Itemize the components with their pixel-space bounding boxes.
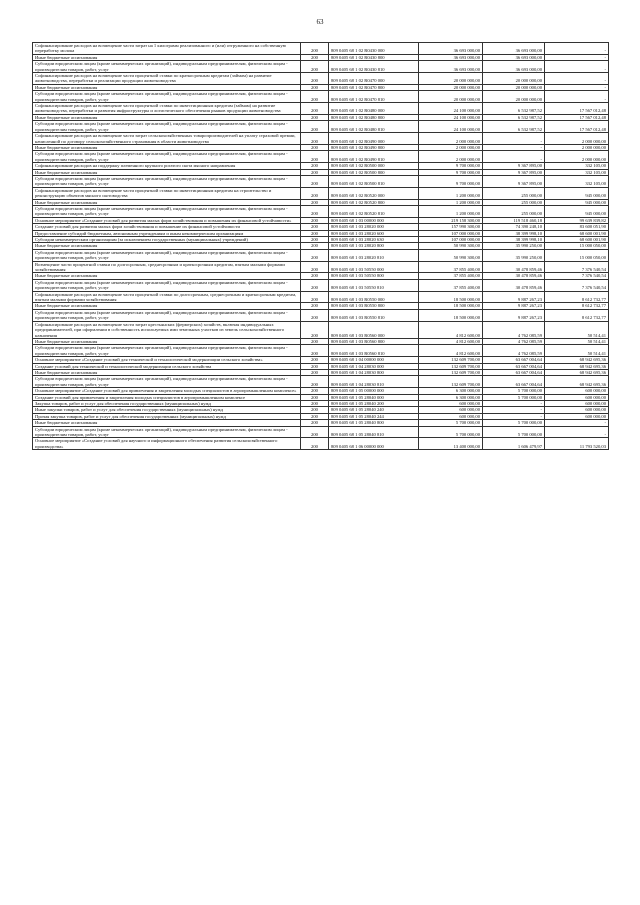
row-executed-amount: 63 667 004,64 [483, 369, 545, 375]
row-approved-amount: 1 200 000,00 [419, 187, 483, 199]
table-row [33, 61, 609, 73]
row-unexecuted-amount: 8 612 732,77 [545, 309, 609, 321]
row-line-code: 200 [301, 217, 329, 223]
row-executed-amount: 6 532 987,52 [483, 103, 545, 115]
row-unexecuted-amount: 600 000,00 [545, 388, 609, 394]
row-executed-amount: 35 990 250,00 [483, 249, 545, 261]
row-line-code: 200 [301, 61, 329, 73]
row-budget-code: 809 0405 68 1 02 R0490 800 [329, 144, 419, 150]
row-executed-amount: 4 762 085,59 [483, 338, 545, 344]
table-row [33, 261, 609, 273]
row-budget-code: 809 0405 68 1 03 50550 000 [329, 261, 419, 273]
row-approved-amount: 600 000,00 [419, 400, 483, 406]
row-approved-amount: 5 700 000,00 [419, 426, 483, 438]
row-executed-amount: 9 887 267,23 [483, 291, 545, 303]
row-line-code: 200 [301, 420, 329, 426]
row-executed-amount: 20 000 000,00 [483, 84, 545, 90]
row-budget-code: 809 0405 68 1 05 28040 244 [329, 413, 419, 419]
table-row [33, 426, 609, 438]
row-description: Иные бюджетные ассигнования [33, 303, 301, 309]
row-unexecuted-amount: 17 567 012,48 [545, 114, 609, 120]
row-approved-amount: 132 609 700,00 [419, 369, 483, 375]
row-description: Субсидии юридическим лицам (кроме некоммерческих организаций), индивидуальным предпринимателям, физическим лицам - производителям товаров, работ, услуг [33, 249, 301, 261]
table-row [33, 205, 609, 217]
row-line-code: 200 [301, 199, 329, 205]
row-unexecuted-amount: 50 514,41 [545, 321, 609, 338]
row-unexecuted-amount: 68 600 001,90 [545, 237, 609, 243]
row-line-code: 200 [301, 114, 329, 120]
row-approved-amount: 13 400 000,00 [419, 438, 483, 450]
row-description: Иные бюджетные ассигнования [33, 114, 301, 120]
row-description: Иные бюджетные ассигнования [33, 199, 301, 205]
row-line-code: 200 [301, 438, 329, 450]
row-line-code: 200 [301, 261, 329, 273]
row-line-code: 200 [301, 303, 329, 309]
row-approved-amount: 9 700 000,00 [419, 175, 483, 187]
row-budget-code: 809 0405 68 1 03 R0560 810 [329, 345, 419, 357]
table-row [33, 321, 609, 338]
row-executed-amount: 6 532 987,52 [483, 114, 545, 120]
row-approved-amount: 6 300 000,00 [419, 394, 483, 400]
row-executed-amount: 63 667 004,64 [483, 363, 545, 369]
row-budget-code: 809 0405 68 1 04 28030 000 [329, 363, 419, 369]
row-executed-amount: 38 399 998,10 [483, 237, 545, 243]
table-row [33, 279, 609, 291]
row-line-code: 200 [301, 103, 329, 115]
row-line-code: 200 [301, 237, 329, 243]
row-description: Субсидии юридическим лицам (кроме некоммерческих организаций), индивидуальным предпринимателям, физическим лицам - производителям товаров, работ, услуг [33, 309, 301, 321]
table-row [33, 376, 609, 388]
row-approved-amount: 4 812 600,00 [419, 345, 483, 357]
row-executed-amount: 36 693 000,00 [483, 43, 545, 55]
row-line-code: 200 [301, 54, 329, 60]
row-description: Иные закупки товаров, работ и услуг для обеспечения государственных (муниципальных) нужд [33, 407, 301, 413]
row-budget-code: 809 0405 68 1 06 00000 000 [329, 438, 419, 450]
row-executed-amount: 36 693 000,00 [483, 61, 545, 73]
row-line-code: 200 [301, 73, 329, 85]
row-description: Субсидии юридическим лицам (кроме некоммерческих организаций), индивидуальным предпринимателям, физическим лицам - производителям товаров, работ, услуг [33, 279, 301, 291]
row-unexecuted-amount: 7 376 540,54 [545, 279, 609, 291]
row-description: Основное мероприятие «Создание условий для технической и технологической модернизации сельского хозяйства» [33, 357, 301, 363]
row-line-code: 200 [301, 291, 329, 303]
row-executed-amount: 9 367 895,00 [483, 175, 545, 187]
row-executed-amount: 30 478 859,46 [483, 261, 545, 273]
row-line-code: 200 [301, 388, 329, 394]
row-description: Софинансирование расходов на возмещение части затрат на 1 килограмм реализованного и (или) отгруженного на собственную переработку молока [33, 43, 301, 55]
row-approved-amount: 24 100 000,00 [419, 103, 483, 115]
row-unexecuted-amount: 945 000,00 [545, 199, 609, 205]
row-executed-amount: 9 367 895,00 [483, 163, 545, 169]
row-approved-amount: 1 200 000,00 [419, 205, 483, 217]
row-executed-amount: - [483, 151, 545, 163]
row-approved-amount: 24 100 000,00 [419, 121, 483, 133]
row-description: Иные бюджетные ассигнования [33, 243, 301, 249]
row-executed-amount: 255 000,00 [483, 187, 545, 199]
row-description: Субсидии некоммерческим организациям (за исключением государственных (муниципальных) учреждений) [33, 237, 301, 243]
row-unexecuted-amount: 68 942 695,36 [545, 376, 609, 388]
row-budget-code: 809 0405 68 1 02 R0470 800 [329, 84, 419, 90]
row-budget-code: 809 0405 68 1 03 R0550 810 [329, 309, 419, 321]
row-budget-code: 809 0405 68 1 05 28040 000 [329, 394, 419, 400]
row-unexecuted-amount: 8 612 732,77 [545, 303, 609, 309]
row-line-code: 200 [301, 121, 329, 133]
row-executed-amount: - [483, 133, 545, 145]
row-executed-amount: 9 887 267,23 [483, 309, 545, 321]
row-line-code: 200 [301, 338, 329, 344]
row-executed-amount: 20 000 000,00 [483, 73, 545, 85]
row-approved-amount: 37 855 400,00 [419, 261, 483, 273]
row-budget-code: 809 0405 68 1 03 R0550 000 [329, 291, 419, 303]
row-budget-code: 809 0405 68 1 02 R0520 000 [329, 187, 419, 199]
row-description: Субсидии юридическим лицам (кроме некоммерческих организаций), индивидуальным предпринимателям, физическим лицам - производителям товаров, работ, услуг [33, 205, 301, 217]
row-approved-amount: 132 609 700,00 [419, 376, 483, 388]
row-budget-code: 809 0405 68 1 02 R0500 000 [329, 163, 419, 169]
table-row [33, 291, 609, 303]
row-budget-code: 809 0405 68 1 02 R0490 810 [329, 151, 419, 163]
row-description: Возмещение части процентной ставки по долгосрочным, среднесрочным и краткосрочным кредитам, взятым малыми формами хозяйствования [33, 261, 301, 273]
table-row [33, 43, 609, 55]
row-budget-code: 809 0405 68 1 03 28020 630 [329, 237, 419, 243]
row-unexecuted-amount: 332 105,00 [545, 163, 609, 169]
row-unexecuted-amount: 68 942 695,36 [545, 369, 609, 375]
row-approved-amount: 157 990 300,00 [419, 224, 483, 230]
row-budget-code: 809 0405 68 1 03 28020 810 [329, 249, 419, 261]
row-budget-code: 809 0405 68 1 04 28030 810 [329, 376, 419, 388]
row-budget-code: 809 0405 68 1 02 R0500 800 [329, 169, 419, 175]
row-description: Субсидии юридическим лицам (кроме некоммерческих организаций), индивидуальным предпринимателям, физическим лицам - производителям товаров, работ, услуг [33, 121, 301, 133]
row-budget-code: 809 0405 68 1 02 R0520 810 [329, 205, 419, 217]
row-executed-amount: 4 762 085,59 [483, 345, 545, 357]
table-row [33, 309, 609, 321]
row-line-code: 200 [301, 163, 329, 169]
row-unexecuted-amount: 15 000 050,00 [545, 243, 609, 249]
row-budget-code: 809 0405 68 1 05 28040 240 [329, 407, 419, 413]
row-unexecuted-amount: 50 514,41 [545, 345, 609, 357]
row-line-code: 200 [301, 363, 329, 369]
row-approved-amount: 2 000 000,00 [419, 151, 483, 163]
row-executed-amount: - [483, 144, 545, 150]
row-budget-code: 809 0405 68 1 03 00000 000 [329, 217, 419, 223]
row-description: Субсидии юридическим лицам (кроме некоммерческих организаций), индивидуальным предпринимателям, физическим лицам - производителям товаров, работ, услуг [33, 61, 301, 73]
row-budget-code: 809 0405 68 1 02 R0500 810 [329, 175, 419, 187]
row-unexecuted-amount: 99 639 839,82 [545, 217, 609, 223]
row-description: Основное мероприятие «Создание условий для развития малых форм хозяйствования и повышения их финансовой устойчивости» [33, 217, 301, 223]
row-description: Софинансирование расходов на возмещение части процентной ставки по инвестиционным кредитам (займам) на развитие животноводства, переработки и развития инфраструктуры и логистического обеспечения рынков продукции животноводства [33, 103, 301, 115]
row-description: Субсидии юридическим лицам (кроме некоммерческих организаций), индивидуальным предпринимателям, физическим лицам - производителям товаров, работ, услуг [33, 151, 301, 163]
row-budget-code: 809 0405 68 1 03 28020 600 [329, 230, 419, 236]
row-unexecuted-amount: - [545, 61, 609, 73]
row-budget-code: 809 0405 68 1 03 50550 800 [329, 273, 419, 279]
table-row [33, 438, 609, 450]
row-line-code: 200 [301, 376, 329, 388]
row-line-code: 200 [301, 151, 329, 163]
row-approved-amount: 4 812 600,00 [419, 338, 483, 344]
row-executed-amount: 38 399 998,10 [483, 230, 545, 236]
row-description: Иные бюджетные ассигнования [33, 273, 301, 279]
row-line-code: 200 [301, 249, 329, 261]
row-description: Иные бюджетные ассигнования [33, 338, 301, 344]
row-executed-amount: 9 887 267,23 [483, 303, 545, 309]
row-line-code: 200 [301, 175, 329, 187]
row-unexecuted-amount: 2 000 000,00 [545, 144, 609, 150]
row-budget-code: 809 0405 68 1 03 28020 000 [329, 224, 419, 230]
row-approved-amount: 50 990 300,00 [419, 249, 483, 261]
row-description: Основное мероприятие «Создание условий для научного и информационного обеспечения развития сельскохозяйственного производства» [33, 438, 301, 450]
row-budget-code: 809 0405 68 1 02 R0480 810 [329, 121, 419, 133]
row-description: Субсидии юридическим лицам (кроме некоммерческих организаций), индивидуальным предпринимателям, физическим лицам - производителям товаров, работ, услуг [33, 91, 301, 103]
row-line-code: 200 [301, 309, 329, 321]
row-line-code: 200 [301, 279, 329, 291]
row-approved-amount: 2 000 000,00 [419, 133, 483, 145]
table-row [33, 73, 609, 85]
row-unexecuted-amount: 600 000,00 [545, 394, 609, 400]
row-approved-amount: 600 000,00 [419, 413, 483, 419]
row-line-code: 200 [301, 230, 329, 236]
row-executed-amount: 36 693 000,00 [483, 54, 545, 60]
row-budget-code: 809 0405 68 1 04 28030 800 [329, 369, 419, 375]
row-budget-code: 809 0405 68 1 02 R0520 800 [329, 199, 419, 205]
page-number: 63 [316, 18, 324, 26]
row-description: Субсидии юридическим лицам (кроме некоммерческих организаций), индивидуальным предпринимателям, физическим лицам - производителям товаров, работ, услуг [33, 426, 301, 438]
row-approved-amount: 20 000 000,00 [419, 73, 483, 85]
row-unexecuted-amount: - [545, 73, 609, 85]
row-approved-amount: 132 609 700,00 [419, 363, 483, 369]
row-line-code: 200 [301, 169, 329, 175]
row-approved-amount: 4 812 600,00 [419, 321, 483, 338]
row-executed-amount: 5 700 000,00 [483, 420, 545, 426]
row-budget-code: 809 0405 68 1 02 R0480 000 [329, 103, 419, 115]
row-description: Софинансирование расходов на возмещение части процентной ставки по инвестиционным кредитам на строительство и реконструкцию объектов мясного скотоводства [33, 187, 301, 199]
row-unexecuted-amount: 83 600 051,90 [545, 224, 609, 230]
row-approved-amount: 20 000 000,00 [419, 91, 483, 103]
row-budget-code: 809 0405 68 1 03 28020 800 [329, 243, 419, 249]
row-executed-amount: 5 700 000,00 [483, 388, 545, 394]
row-unexecuted-amount: - [545, 420, 609, 426]
row-line-code: 200 [301, 43, 329, 55]
row-unexecuted-amount: 7 376 540,54 [545, 273, 609, 279]
row-budget-code: 809 0405 68 1 05 28040 200 [329, 400, 419, 406]
row-budget-code: 809 0405 68 1 02 R0470 000 [329, 73, 419, 85]
row-executed-amount: 63 667 004,64 [483, 376, 545, 388]
row-approved-amount: 24 100 000,00 [419, 114, 483, 120]
row-unexecuted-amount: 600 000,00 [545, 407, 609, 413]
row-approved-amount: 2 000 000,00 [419, 144, 483, 150]
row-line-code: 200 [301, 369, 329, 375]
row-budget-code: 809 0405 68 1 03 R0560 000 [329, 321, 419, 338]
table-row [33, 187, 609, 199]
row-approved-amount: 5 700 000,00 [419, 420, 483, 426]
row-unexecuted-amount: - [545, 43, 609, 55]
row-line-code: 200 [301, 273, 329, 279]
row-line-code: 200 [301, 84, 329, 90]
row-executed-amount: 35 990 250,00 [483, 243, 545, 249]
row-approved-amount: 50 990 300,00 [419, 243, 483, 249]
row-executed-amount: 5 700 000,00 [483, 394, 545, 400]
row-line-code: 200 [301, 357, 329, 363]
row-unexecuted-amount: 945 000,00 [545, 187, 609, 199]
row-line-code: 200 [301, 205, 329, 217]
row-executed-amount: 1 606 479,97 [483, 438, 545, 450]
row-line-code: 200 [301, 400, 329, 406]
row-unexecuted-amount: 2 000 000,00 [545, 151, 609, 163]
row-unexecuted-amount: 600 000,00 [545, 413, 609, 419]
row-description: Иные бюджетные ассигнования [33, 169, 301, 175]
row-executed-amount: 6 532 987,52 [483, 121, 545, 133]
row-unexecuted-amount: 68 942 695,36 [545, 357, 609, 363]
row-executed-amount: - [483, 407, 545, 413]
row-description: Основное мероприятие «Создание условий для привлечения и закрепления молодых специалистов в агропромышленном комплексе» [33, 388, 301, 394]
row-budget-code: 809 0405 68 1 03 50550 810 [329, 279, 419, 291]
budget-table [32, 42, 609, 450]
row-unexecuted-amount: 600 000,00 [545, 400, 609, 406]
row-unexecuted-amount: - [545, 54, 609, 60]
row-description: Предоставление субсидий бюджетным, автономным учреждениям и иным некоммерческим организациям [33, 230, 301, 236]
row-executed-amount: 5 700 000,00 [483, 426, 545, 438]
row-description: Прочая закупка товаров, работ и услуг для обеспечения государственных (муниципальных) нужд [33, 413, 301, 419]
row-executed-amount: - [483, 400, 545, 406]
row-approved-amount: 36 693 000,00 [419, 61, 483, 73]
table-row [33, 175, 609, 187]
row-approved-amount: 107 000 000,00 [419, 237, 483, 243]
row-description: Субсидии юридическим лицам (кроме некоммерческих организаций), индивидуальным предпринимателям, физическим лицам - производителям товаров, работ, услуг [33, 376, 301, 388]
row-description: Софинансирование расходов на возмещение части затрат крестьянских (фермерских) хозяйств, включая индивидуальных предпринимателей, при оформлении в собственность используемых ими земельных участков из земель сельскохозяйственного назначения [33, 321, 301, 338]
row-approved-amount: 219 158 300,00 [419, 217, 483, 223]
row-unexecuted-amount: - [545, 84, 609, 90]
row-description: Софинансирование расходов на возмещение части процентной ставки по краткосрочным кредитам (займам) на развитие животноводства, переработки и реализации продукции животноводства [33, 73, 301, 85]
row-approved-amount: 107 000 000,00 [419, 230, 483, 236]
row-unexecuted-amount: 332 105,00 [545, 175, 609, 187]
row-line-code: 200 [301, 345, 329, 357]
row-budget-code: 809 0405 68 1 04 00000 000 [329, 357, 419, 363]
row-budget-code: 809 0405 68 1 03 R0560 800 [329, 338, 419, 344]
row-executed-amount: 20 000 000,00 [483, 91, 545, 103]
row-line-code: 200 [301, 243, 329, 249]
row-budget-code: 809 0405 68 1 02 R0480 800 [329, 114, 419, 120]
row-description: Софинансирование расходов на возмещение части процентной ставки по долгосрочным, среднесрочным и краткосрочным кредитам, взятым малыми формами хозяйствования [33, 291, 301, 303]
row-unexecuted-amount: 11 793 520,03 [545, 438, 609, 450]
table-row [33, 249, 609, 261]
row-line-code: 200 [301, 426, 329, 438]
row-unexecuted-amount: - [545, 91, 609, 103]
row-executed-amount: 119 518 460,18 [483, 217, 545, 223]
row-approved-amount: 18 500 000,00 [419, 291, 483, 303]
row-unexecuted-amount: 17 567 012,48 [545, 103, 609, 115]
row-unexecuted-amount: 17 567 012,48 [545, 121, 609, 133]
row-unexecuted-amount: 68 942 695,36 [545, 363, 609, 369]
table-row [33, 133, 609, 145]
row-budget-code: 809 0405 68 1 02 R0430 810 [329, 61, 419, 73]
row-budget-code: 809 0405 68 1 03 R0550 800 [329, 303, 419, 309]
row-description: Софинансирование расходов на возмещение части затрат сельскохозяйственных товаропроизводителей на уплату страховой премии, начисленной по договору сельскохозяйственного страхования в области животноводства [33, 133, 301, 145]
row-unexecuted-amount: 15 000 050,00 [545, 249, 609, 261]
row-approved-amount: 18 500 000,00 [419, 309, 483, 321]
row-approved-amount: 9 700 000,00 [419, 169, 483, 175]
row-approved-amount: 20 000 000,00 [419, 84, 483, 90]
row-line-code: 200 [301, 321, 329, 338]
row-unexecuted-amount: 68 600 001,90 [545, 230, 609, 236]
row-line-code: 200 [301, 144, 329, 150]
row-line-code: 200 [301, 91, 329, 103]
row-description: Создание условий для технической и технологической модернизации сельского хозяйства [33, 363, 301, 369]
row-executed-amount: - [483, 413, 545, 419]
row-description: Иные бюджетные ассигнования [33, 144, 301, 150]
row-description: Создание условий для привлечения и закрепления молодых специалистов в агропромышленном комплексе [33, 394, 301, 400]
row-line-code: 200 [301, 133, 329, 145]
row-unexecuted-amount: 8 612 732,77 [545, 291, 609, 303]
row-budget-code: 809 0405 68 1 05 28040 810 [329, 426, 419, 438]
row-unexecuted-amount: 2 000 000,00 [545, 133, 609, 145]
row-description: Софинансирование расходов на поддержку племенного крупного рогатого скота мясного направления [33, 163, 301, 169]
row-budget-code: 809 0405 68 1 02 R0490 000 [329, 133, 419, 145]
row-budget-code: 809 0405 68 1 05 28040 800 [329, 420, 419, 426]
row-description: Иные бюджетные ассигнования [33, 420, 301, 426]
table-row [33, 121, 609, 133]
row-description: Создание условий для развития малых форм хозяйствования и повышение их финансовой устойчивости [33, 224, 301, 230]
row-unexecuted-amount: 7 376 540,54 [545, 261, 609, 273]
row-budget-code: 809 0405 68 1 02 R0430 800 [329, 54, 419, 60]
row-approved-amount: 9 700 000,00 [419, 163, 483, 169]
row-approved-amount: 37 855 400,00 [419, 273, 483, 279]
row-executed-amount: 74 390 248,10 [483, 224, 545, 230]
row-executed-amount: 30 478 859,46 [483, 279, 545, 291]
row-executed-amount: 63 667 004,64 [483, 357, 545, 363]
row-budget-code: 809 0405 68 1 02 R0430 000 [329, 43, 419, 55]
row-description: Иные бюджетные ассигнования [33, 54, 301, 60]
row-executed-amount: 30 478 859,46 [483, 273, 545, 279]
row-executed-amount: 9 367 895,00 [483, 169, 545, 175]
table-row [33, 151, 609, 163]
row-line-code: 200 [301, 394, 329, 400]
row-line-code: 200 [301, 187, 329, 199]
row-description: Иные бюджетные ассигнования [33, 369, 301, 375]
row-unexecuted-amount: - [545, 426, 609, 438]
row-executed-amount: 4 762 085,59 [483, 321, 545, 338]
row-executed-amount: 255 000,00 [483, 205, 545, 217]
row-budget-code: 809 0405 68 1 02 R0470 810 [329, 91, 419, 103]
table-row [33, 345, 609, 357]
row-approved-amount: 132 609 700,00 [419, 357, 483, 363]
row-budget-code: 809 0405 68 1 05 00000 000 [329, 388, 419, 394]
row-description: Закупка товаров, работ и услуг для обеспечения государственных (муниципальных) нужд [33, 400, 301, 406]
row-unexecuted-amount: 50 514,41 [545, 338, 609, 344]
row-approved-amount: 600 000,00 [419, 407, 483, 413]
row-approved-amount: 37 855 400,00 [419, 279, 483, 291]
table-row [33, 103, 609, 115]
row-approved-amount: 36 693 000,00 [419, 43, 483, 55]
table-row [33, 91, 609, 103]
row-executed-amount: 255 000,00 [483, 199, 545, 205]
row-approved-amount: 18 500 000,00 [419, 303, 483, 309]
row-line-code: 200 [301, 413, 329, 419]
row-approved-amount: 1 200 000,00 [419, 199, 483, 205]
row-description: Субсидии юридическим лицам (кроме некоммерческих организаций), индивидуальным предпринимателям, физическим лицам - производителям товаров, работ, услуг [33, 175, 301, 187]
row-approved-amount: 6 300 000,00 [419, 388, 483, 394]
row-line-code: 200 [301, 224, 329, 230]
row-description: Иные бюджетные ассигнования [33, 84, 301, 90]
row-line-code: 200 [301, 407, 329, 413]
row-unexecuted-amount: 945 000,00 [545, 205, 609, 217]
row-description: Субсидии юридическим лицам (кроме некоммерческих организаций), индивидуальным предпринимателям, физическим лицам - производителям товаров, работ, услуг [33, 345, 301, 357]
row-approved-amount: 36 693 000,00 [419, 54, 483, 60]
row-unexecuted-amount: 332 105,00 [545, 169, 609, 175]
